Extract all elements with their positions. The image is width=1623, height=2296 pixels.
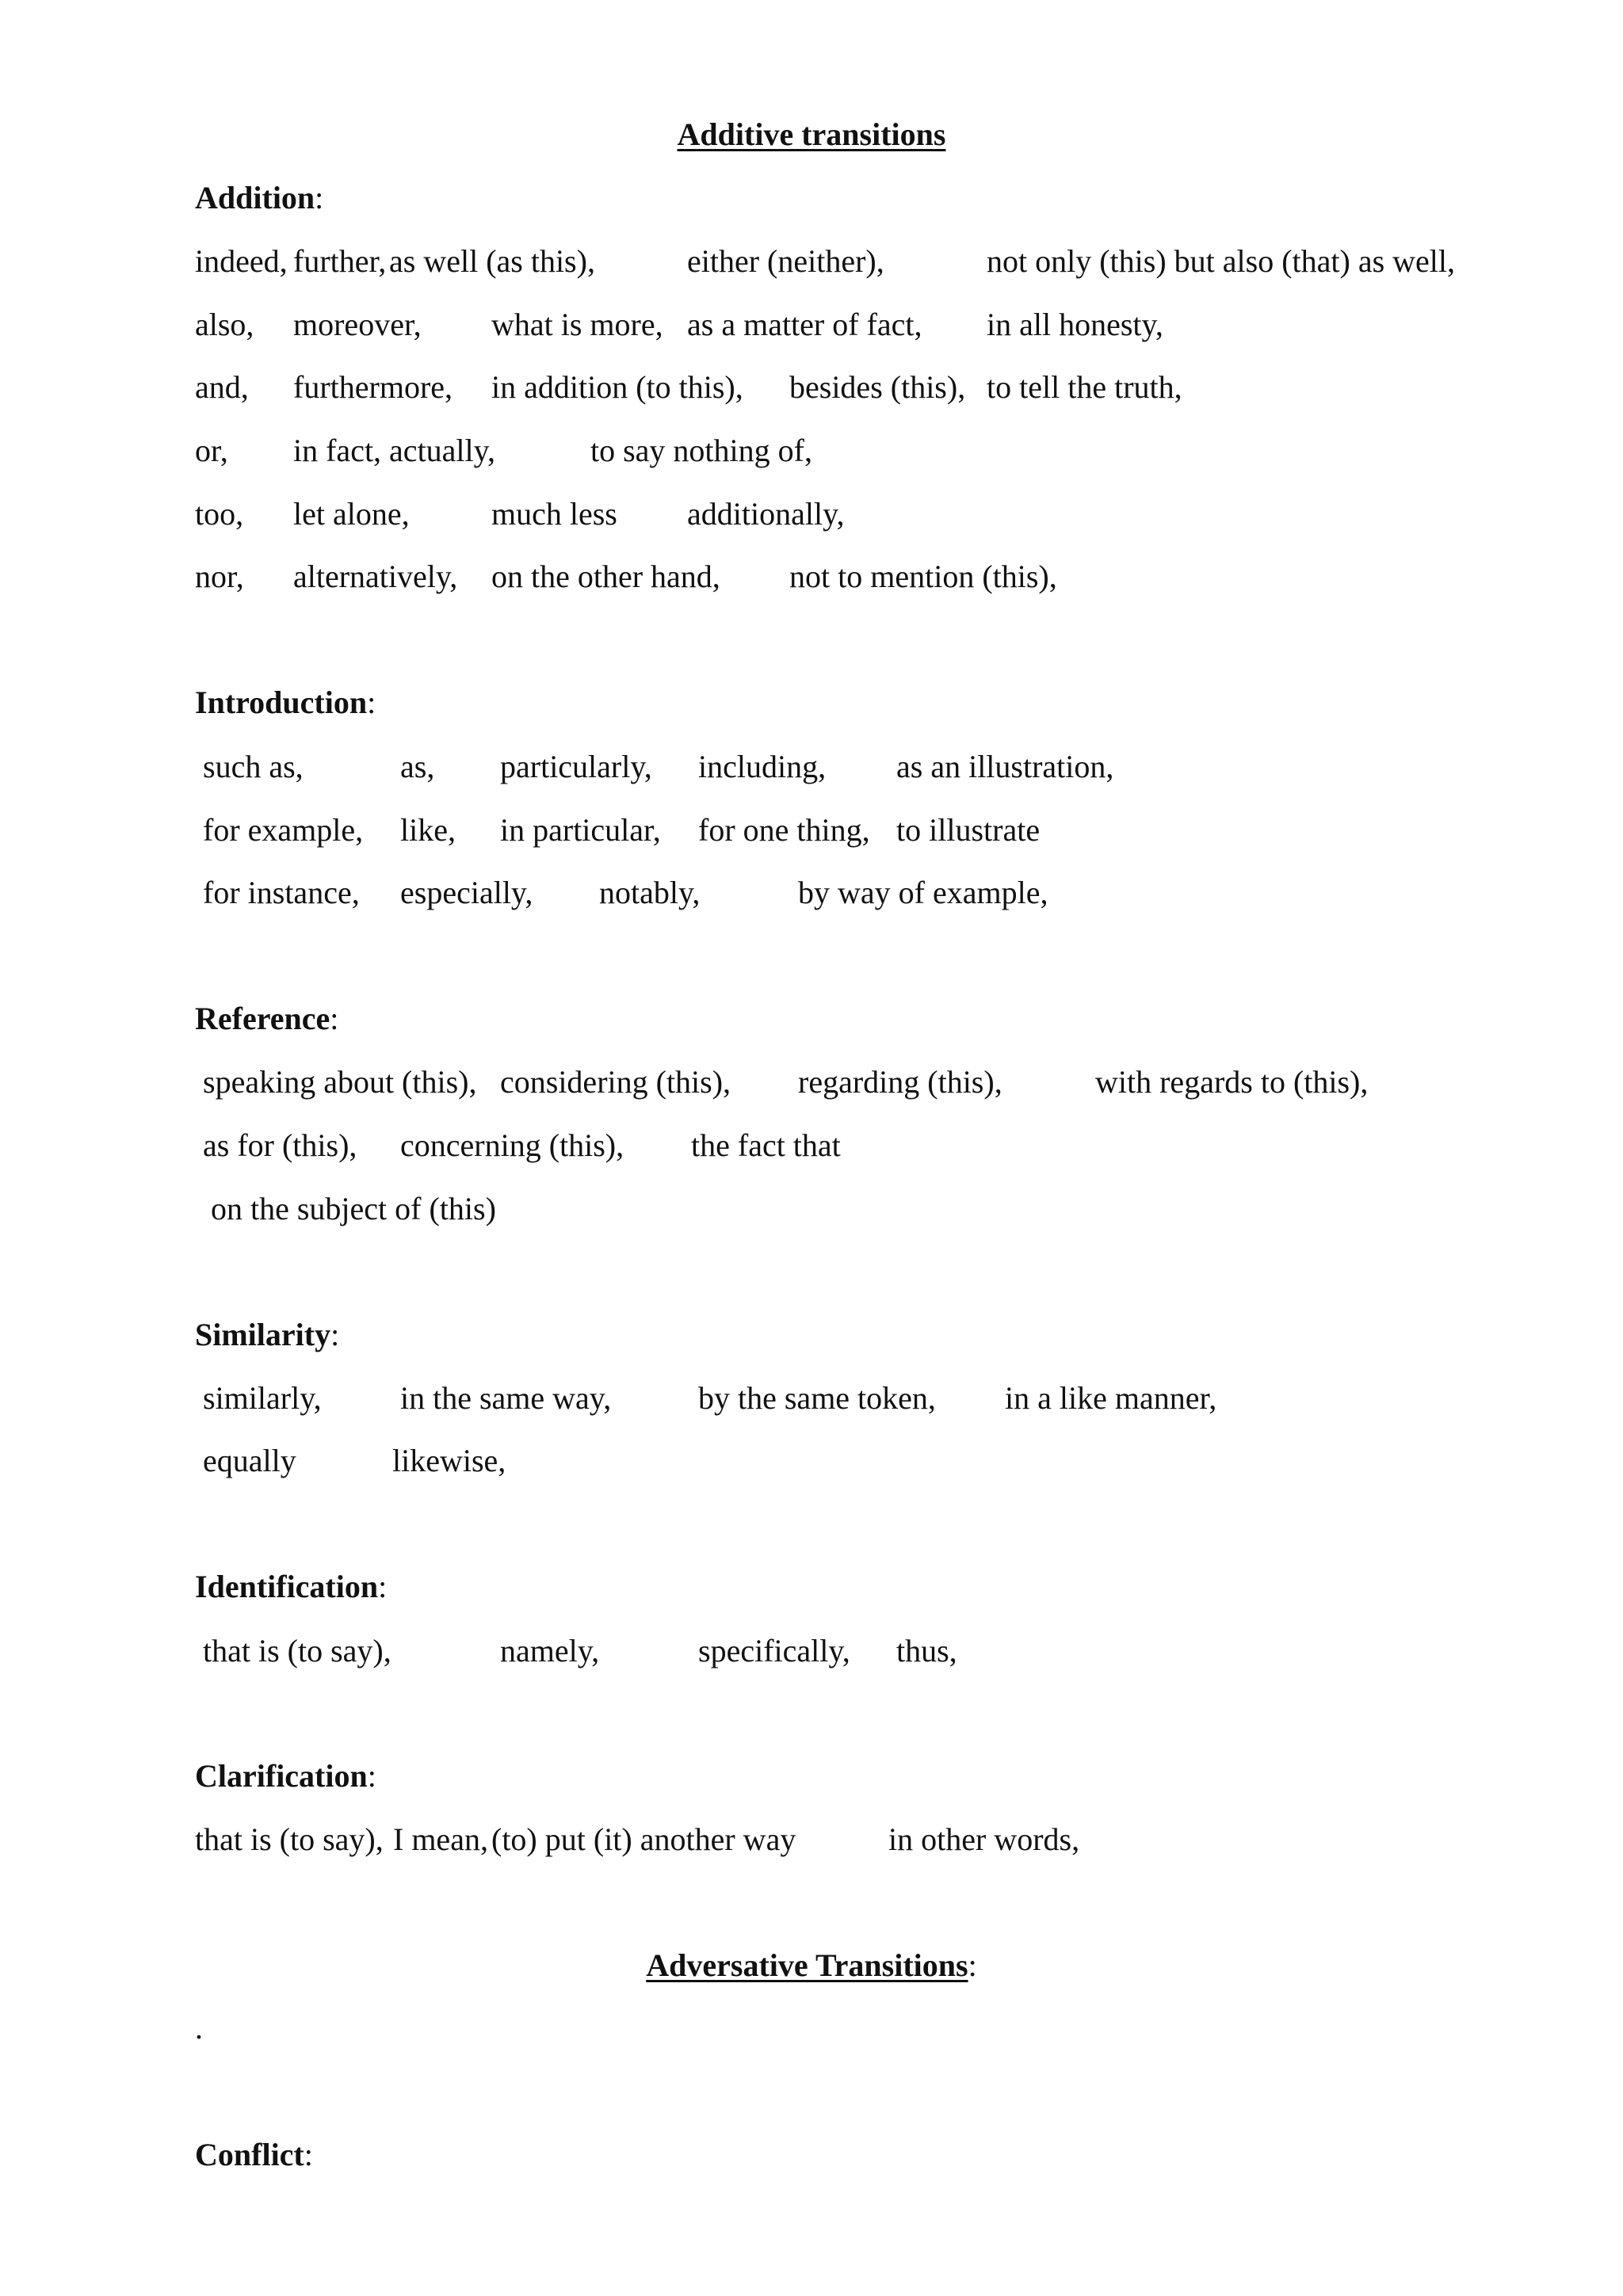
introduction-term: by way of example,	[798, 875, 1048, 910]
heading-reference: Reference:	[195, 1001, 339, 1036]
page-title: Additive transitions	[677, 116, 946, 152]
similarity-term: in the same way,	[400, 1380, 612, 1416]
addition-term: and,	[195, 369, 249, 405]
similarity-term: in a like manner,	[1005, 1380, 1217, 1416]
addition-term: additionally,	[687, 496, 845, 532]
addition-term: either (neither),	[687, 243, 884, 279]
introduction-term: like,	[400, 812, 456, 848]
introduction-term: notably,	[599, 875, 701, 910]
introduction-term: particularly,	[500, 749, 652, 784]
heading-clarification: Clarification:	[195, 1758, 376, 1794]
addition-term: not only (this) but also (that) as well,	[987, 243, 1456, 279]
clarification-term: that is (to say),	[195, 1821, 384, 1857]
addition-term: not to mention (this),	[789, 559, 1057, 594]
addition-term: let alone,	[293, 496, 410, 532]
addition-term: too,	[195, 496, 244, 532]
heading-addition: Addition:	[195, 180, 324, 215]
addition-term: indeed,	[195, 243, 288, 279]
heading-identification: Identification:	[195, 1569, 388, 1604]
introduction-term: as an illustration,	[896, 749, 1114, 784]
clarification-term: in other words,	[888, 1821, 1080, 1857]
introduction-term: as,	[400, 749, 435, 784]
addition-term: moreover,	[293, 307, 422, 342]
addition-term: to say nothing of,	[590, 433, 812, 468]
introduction-term: such as,	[203, 749, 304, 784]
introduction-term: for one thing,	[698, 812, 870, 848]
introduction-term: for instance,	[203, 875, 360, 910]
section-title-adversative: Adversative Transitions:	[646, 1947, 977, 1983]
identification-term: thus,	[896, 1633, 957, 1669]
reference-term: the fact that	[691, 1127, 841, 1163]
introduction-term: especially,	[400, 875, 533, 910]
reference-term: regarding (this),	[798, 1064, 1002, 1100]
addition-term: much less	[491, 496, 617, 532]
addition-term: alternatively,	[293, 559, 458, 594]
similarity-term: likewise,	[392, 1443, 506, 1478]
addition-term: in fact, actually,	[293, 433, 496, 468]
similarity-term: similarly,	[203, 1380, 322, 1416]
addition-term: on the other hand,	[491, 559, 720, 594]
addition-term: to tell the truth,	[987, 369, 1182, 405]
introduction-term: in particular,	[500, 812, 661, 848]
addition-term: nor,	[195, 559, 244, 594]
identification-term: specifically,	[698, 1633, 850, 1669]
reference-term: concerning (this),	[400, 1127, 624, 1163]
identification-term: that is (to say),	[203, 1633, 391, 1669]
addition-term: or,	[195, 433, 228, 468]
addition-term: besides (this),	[789, 369, 966, 405]
reference-term: speaking about (this),	[203, 1064, 477, 1100]
heading-introduction: Introduction:	[195, 685, 376, 720]
addition-term: as well (as this),	[389, 243, 595, 279]
clarification-term: I mean,	[393, 1821, 488, 1857]
reference-term: as for (this),	[203, 1127, 357, 1163]
similarity-term: by the same token,	[698, 1380, 936, 1416]
addition-term: furthermore,	[293, 369, 453, 405]
addition-term: in addition (to this),	[491, 369, 743, 405]
addition-term: in all honesty,	[987, 307, 1163, 342]
introduction-term: including,	[698, 749, 827, 784]
heading-conflict: Conflict:	[195, 2137, 313, 2172]
introduction-term: for example,	[203, 812, 364, 848]
addition-term: as a matter of fact,	[687, 307, 922, 342]
addition-term: what is more,	[491, 307, 663, 342]
stray-dot: .	[195, 2010, 203, 2046]
introduction-term: to illustrate	[896, 812, 1041, 848]
reference-term: on the subject of (this)	[211, 1191, 496, 1226]
clarification-term: (to) put (it) another way	[491, 1821, 796, 1857]
addition-term: also,	[195, 307, 254, 342]
heading-similarity: Similarity:	[195, 1317, 340, 1352]
identification-term: namely,	[500, 1633, 600, 1669]
reference-term: considering (this),	[500, 1064, 731, 1100]
similarity-term: equally	[203, 1443, 296, 1478]
addition-term: further,	[293, 243, 387, 279]
reference-term: with regards to (this),	[1095, 1064, 1369, 1100]
